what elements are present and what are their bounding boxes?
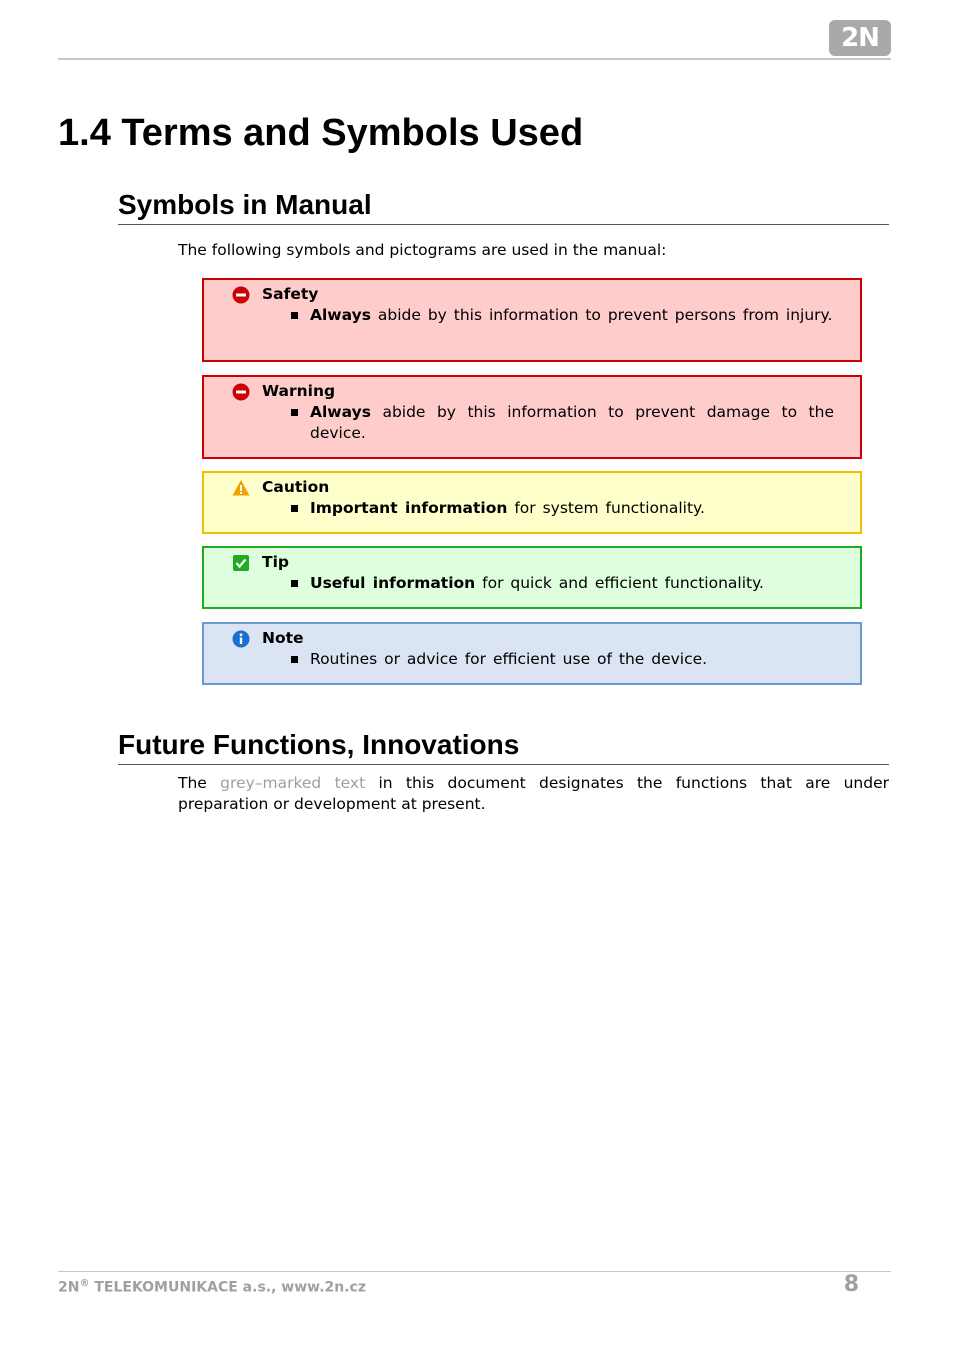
future-text-start: The (178, 774, 221, 792)
warning-box (202, 375, 862, 459)
future-paragraph (178, 773, 889, 815)
tip-bold: Useful information (310, 574, 476, 592)
caution-title: Caution (262, 478, 330, 496)
grey-marked-text: grey–marked text (220, 774, 366, 792)
page-number: 8 (843, 1272, 859, 1297)
safety-box (202, 278, 862, 362)
stop-icon (232, 286, 250, 304)
warning-title: Warning (262, 382, 336, 400)
logo-text: 2N (841, 23, 879, 53)
caution-text: for system functionality. (507, 499, 705, 517)
safety-bold: Always (310, 306, 371, 324)
registered-mark: ® (79, 1278, 90, 1289)
header-rule (58, 58, 891, 60)
safety-title: Safety (262, 285, 319, 303)
tip-title: Tip (262, 553, 289, 571)
tip-text: for quick and efficient functionality. (475, 574, 764, 592)
future-text-end: in this document designates the functions that are under preparation or development at present. (178, 774, 889, 813)
warning-item (262, 402, 834, 444)
bullet-square (291, 312, 298, 319)
section-heading-future: Future Functions, Innovations (118, 729, 889, 765)
intro-paragraph: The following symbols and pictograms are used in the manual: (178, 241, 667, 259)
warning-triangle-icon (232, 479, 250, 497)
note-item (262, 649, 834, 670)
safety-text: abide by this information to prevent persons from injury. (370, 306, 833, 324)
checkmark-icon (232, 554, 250, 572)
footer-company-text: TELEKOMUNIKACE a.s., www.2n.cz (89, 1279, 366, 1296)
bullet-square (291, 656, 298, 663)
tip-item (262, 573, 834, 594)
note-box (202, 622, 862, 685)
info-icon (232, 630, 250, 648)
stop-icon (232, 383, 250, 401)
tip-box (202, 546, 862, 609)
warning-text: abide by this information to prevent damage to the device. (310, 403, 834, 442)
bullet-square (291, 409, 298, 416)
footer-rule (58, 1271, 891, 1272)
safety-item (262, 305, 834, 326)
brand-logo (829, 20, 891, 56)
warning-bold: Always (310, 403, 371, 421)
footer-brand: 2N (58, 1279, 80, 1296)
caution-bold: Important information (310, 499, 508, 517)
note-title: Note (262, 629, 304, 647)
section-heading-symbols: Symbols in Manual (118, 189, 889, 225)
caution-box (202, 471, 862, 534)
caution-item (262, 498, 834, 519)
bullet-square (291, 580, 298, 587)
note-text: Routines or advice for efficient use of the device. (310, 650, 708, 668)
page-title: 1.4 Terms and Symbols Used (58, 112, 584, 154)
footer-company (58, 1278, 366, 1296)
bullet-square (291, 505, 298, 512)
